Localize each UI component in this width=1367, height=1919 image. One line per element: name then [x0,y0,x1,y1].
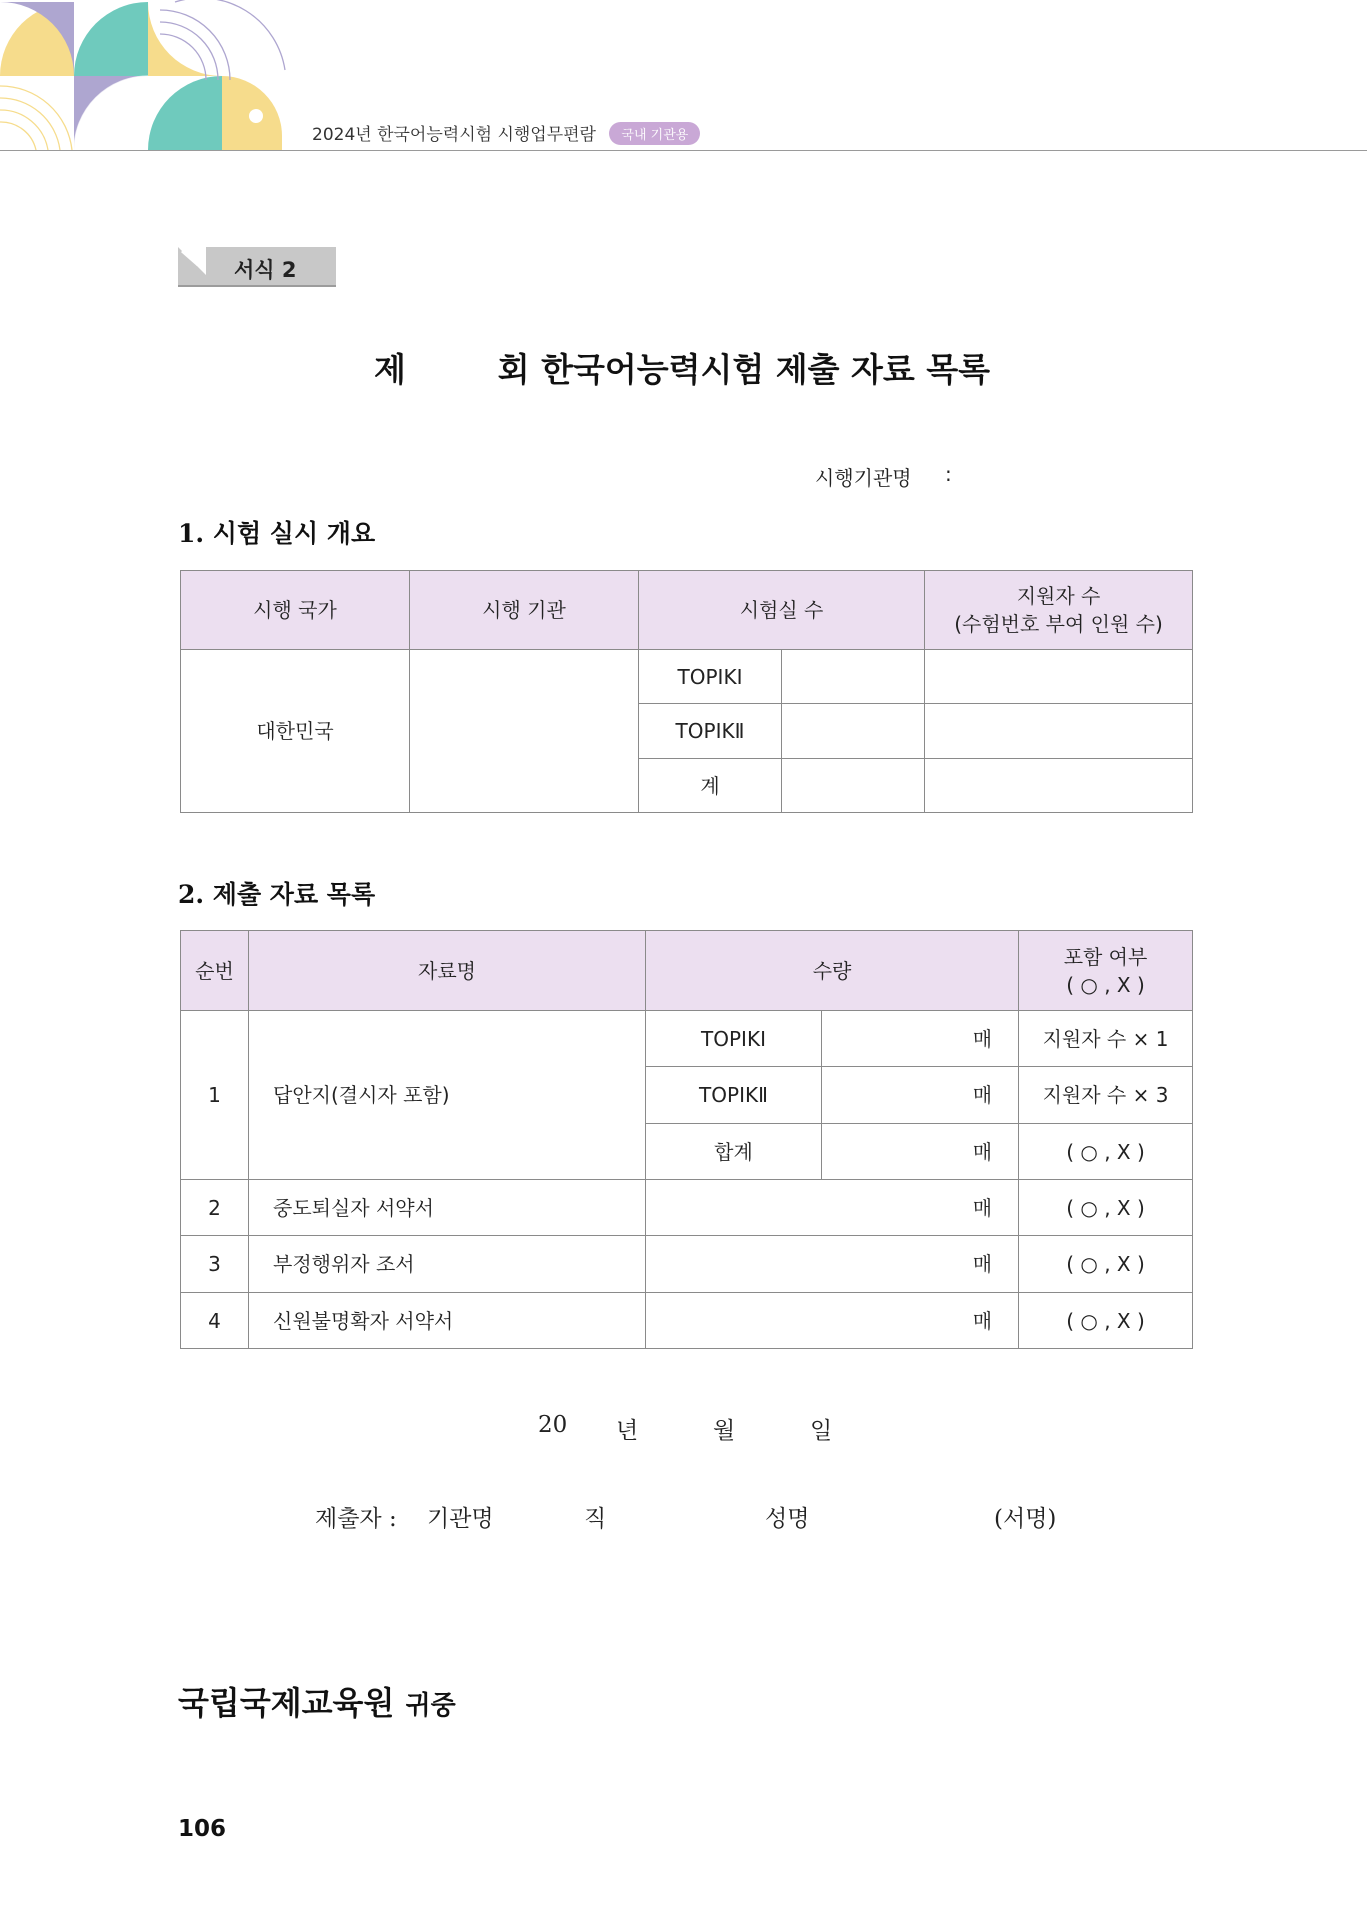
date-year-label: 년 [616,1418,639,1444]
position-label: 직 [584,1506,607,1532]
rooms-topik2-cell[interactable] [782,704,925,759]
item2-qty[interactable]: 매 [646,1180,1019,1236]
row-label-total: 계 [639,759,782,813]
item1-topik2-note: 지원자 수 × 3 [1019,1067,1193,1124]
agency-name-label: 시행기관명 [815,466,912,490]
running-title: 2024년 한국어능력시험 시행업무편람 [312,125,596,145]
header-name: 자료명 [249,931,646,1011]
header-included-line1: 포함 여부 [1063,944,1148,969]
rooms-total-cell[interactable] [782,759,925,813]
item1-no: 1 [181,1011,249,1180]
header-included-line2: ( ○ , X ) [1066,972,1145,997]
item1-total-qty[interactable]: 매 [822,1124,1019,1180]
item3-qty[interactable]: 매 [646,1236,1019,1293]
exam-overview-table [180,570,1193,813]
item4-name: 신원불명확자 서약서 [249,1293,646,1349]
item4-no: 4 [181,1293,249,1349]
country-value: 대한민국 [181,650,410,813]
agency-name-colon: : [945,462,952,486]
date-year-prefix: 20 [538,1412,568,1438]
item1-sub-total: 합계 [646,1124,822,1180]
item4-qty[interactable]: 매 [646,1293,1019,1349]
recipient-org: 국립국제교육원 [178,1684,395,1722]
header-included [1019,931,1193,1011]
header-no: 순번 [181,931,249,1011]
item2-no: 2 [181,1180,249,1236]
item3-name: 부정행위자 조서 [249,1236,646,1293]
item1-sub-topik1: TOPIKI [646,1011,822,1067]
form-number-label: 서식 2 [234,258,297,282]
header-applicants [925,571,1193,650]
applicants-topik2-cell[interactable] [925,704,1193,759]
section2-heading: 2. 제출 자료 목록 [178,880,376,909]
header-country: 시행 국가 [181,571,410,650]
item3-no: 3 [181,1236,249,1293]
item2-included[interactable]: ( ○ , X ) [1019,1180,1193,1236]
row-label-topik1: TOPIKI [639,650,782,704]
rooms-topik1-cell[interactable] [782,650,925,704]
applicants-topik1-cell[interactable] [925,650,1193,704]
header-applicants-line1: 지원자 수 [1016,584,1101,608]
institution-blank-cell[interactable] [410,650,639,813]
item1-sub-topik2: TOPIKⅡ [646,1067,822,1124]
item4-included[interactable]: ( ○ , X ) [1019,1293,1193,1349]
date-day-label: 일 [810,1418,833,1444]
item1-topik1-note: 지원자 수 × 1 [1019,1011,1193,1067]
header-rooms: 시험실 수 [639,571,925,650]
item1-topik2-qty[interactable]: 매 [822,1067,1019,1124]
signature-label: (서명) [994,1506,1057,1532]
org-name-label: 기관명 [427,1506,494,1532]
applicants-total-cell[interactable] [925,759,1193,813]
item1-name: 답안지(결시자 포함) [249,1011,646,1180]
item1-total-included[interactable]: ( ○ , X ) [1019,1124,1193,1180]
section1-heading: 1. 시험 실시 개요 [178,519,376,548]
header-decoration [0,0,290,152]
running-header [312,120,700,145]
recipient-honorific: 귀중 [405,1691,456,1721]
item2-name: 중도퇴실자 서약서 [249,1180,646,1236]
item3-included[interactable]: ( ○ , X ) [1019,1236,1193,1293]
item1-topik1-qty[interactable]: 매 [822,1011,1019,1067]
header-quantity: 수량 [646,931,1019,1011]
recipient [178,1678,456,1724]
audience-badge: 국내 기관용 [609,122,700,145]
header-applicants-line2: (수험번호 부여 인원 수) [954,612,1163,636]
date-month-label: 월 [713,1418,736,1444]
person-name-label: 성명 [765,1506,810,1532]
page-number: 106 [178,1816,227,1842]
form-number-tag [178,247,336,287]
header-institution: 시행 기관 [410,571,639,650]
row-label-topik2: TOPIKⅡ [639,704,782,759]
document-title: 제 회 한국어능력시험 제출 자료 목록 [374,350,991,389]
submitter-label: 제출자 : [315,1506,397,1532]
corner-fold-icon [178,247,206,275]
header-divider [0,150,1367,151]
submission-list-table [180,930,1193,1349]
